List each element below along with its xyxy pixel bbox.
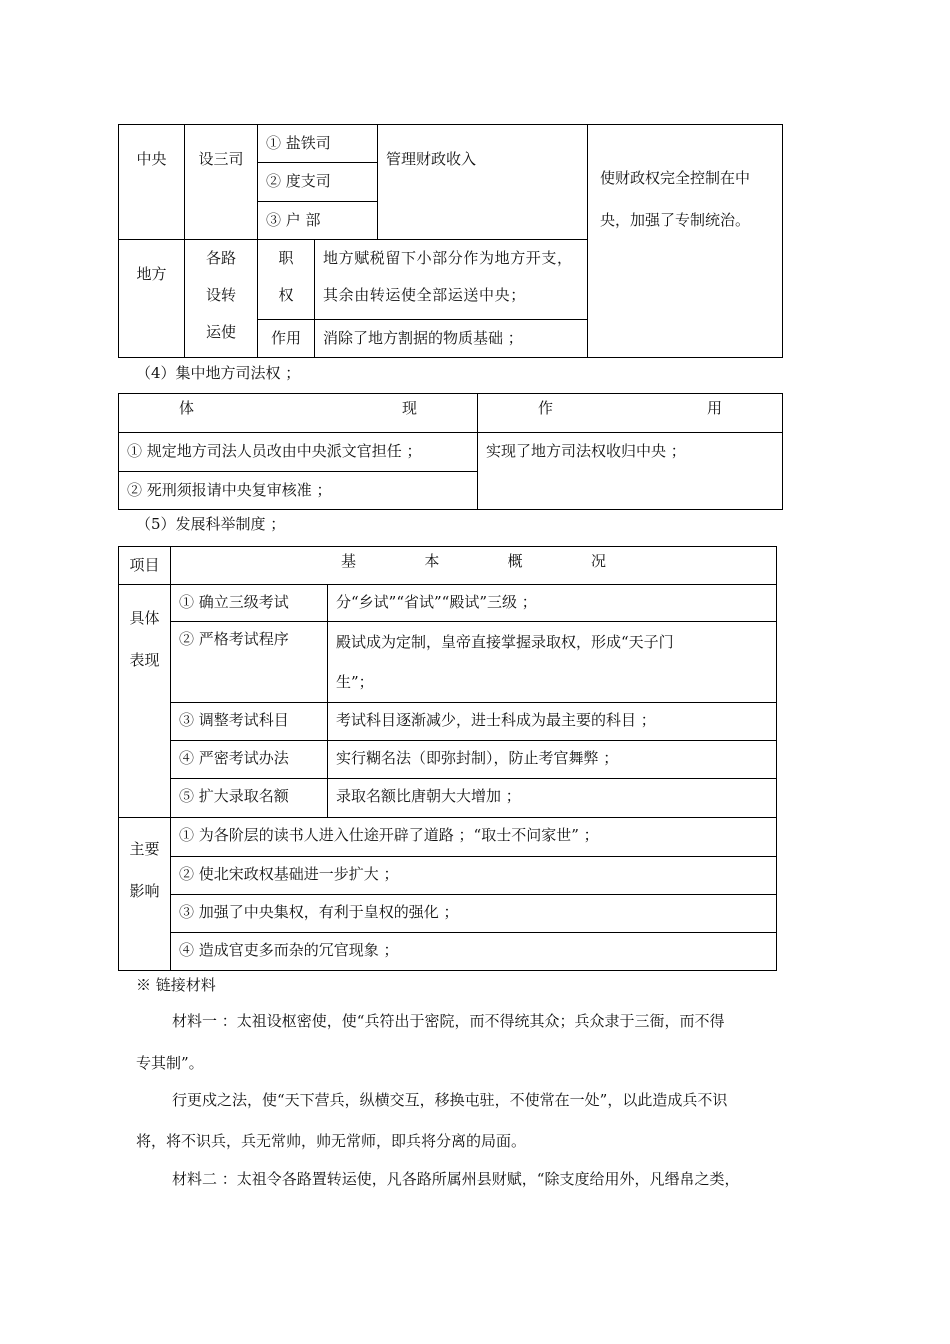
exam-col-basic	[170, 546, 777, 585]
material-2-line-1: 材料二 ：太祖令各路置转运使，凡各路所属州县财赋，“除支度给用外，凡缗帛之类，	[172, 1170, 740, 1188]
judicial-row-2: ② 死刑须报请中央复审核准 ；	[118, 471, 478, 510]
material-1-line-3: 行更戍之法，使“天下营兵，纵横交互，移换屯驻，不使常在一处”，以此造成兵不识	[172, 1091, 728, 1109]
concrete-line-2: 表现	[129, 651, 160, 669]
exam-item-1-name: ① 确立三级考试	[170, 584, 328, 622]
office-hubu: ③ 户 部	[257, 201, 378, 240]
impact-line-2: 影响	[129, 882, 160, 900]
duty-label	[257, 239, 315, 320]
exam-col-item: 项目	[118, 546, 171, 585]
transport-line-3: 运使	[205, 323, 236, 341]
transport-line-1: 各路	[205, 249, 236, 267]
exam-item-2-desc	[327, 621, 777, 703]
impact-3: ③ 加强了中央集权，有利于皇权的强化 ；	[170, 894, 777, 933]
exam-item-4-name: ④ 严密考试办法	[170, 740, 328, 779]
transport-line-2: 设转	[205, 286, 236, 304]
impact-1: ① 为各阶层的读书人进入仕途开辟了道路 ；“取士不问家世” ；	[170, 817, 777, 857]
duty-line-2: 权	[278, 286, 294, 304]
exam-item-5-desc: 录取名额比唐朝大大增加 ；	[327, 778, 777, 818]
concrete-line-1: 具体	[129, 609, 160, 627]
judicial-col-effect-b: 用	[706, 399, 722, 417]
exam-item-1-desc: 分“乡试”“省试”“殿试”三级 ；	[327, 584, 777, 622]
exam-item-3-name: ③ 调整考试科目	[170, 702, 328, 741]
judicial-col-manifest-b: 现	[401, 399, 417, 417]
concrete-label	[118, 584, 171, 818]
exam-item-3-desc: 考试科目逐渐减少，进士科成为最主要的科目 ；	[327, 702, 777, 741]
impact-line-1: 主要	[129, 840, 160, 858]
section4-heading: （4）集中地方司法权 ；	[136, 364, 301, 382]
judicial-col-effect-a: 作	[538, 399, 554, 417]
exam-item-4-desc: 实行糊名法（即弥封制），防止考官舞弊 ；	[327, 740, 777, 779]
exam-col-basic-1: 基	[341, 552, 357, 570]
impact-label	[118, 817, 171, 971]
exam-col-basic-2: 本	[424, 552, 440, 570]
duty-line-1: 职	[278, 249, 294, 267]
exam-item-2-name: ② 严格考试程序	[170, 621, 328, 703]
judicial-col-manifest-a: 体	[179, 399, 195, 417]
exam-col-basic-4: 况	[590, 552, 606, 570]
function-text: 管理财政收入	[377, 124, 588, 240]
impact-4: ④ 造成官吏多而杂的冗官现象 ；	[170, 932, 777, 971]
exam-col-basic-3: 概	[507, 552, 523, 570]
material-1-line-2: 专其制”。	[136, 1054, 204, 1072]
section5-heading: （5）发展科举制度 ；	[136, 515, 286, 533]
result-text: 使财政权完全控制在中央，加强了专制统治。	[587, 124, 783, 358]
exam-item-5-name: ⑤ 扩大录取名额	[170, 778, 328, 818]
central-label: 中央	[118, 124, 185, 240]
three-offices-label: 设三司	[184, 124, 258, 240]
duty-text: 地方赋税留下小部分作为地方开支，其余由转运使全部运送中央；	[314, 239, 588, 320]
effect-label: 作用	[257, 319, 315, 358]
exam-item-2-desc-line-2: 生”；	[336, 673, 374, 691]
transport-label	[184, 239, 258, 358]
judicial-effect: 实现了地方司法权收归中央 ；	[477, 432, 783, 510]
effect-text: 消除了地方割据的物质基础 ；	[314, 319, 588, 358]
office-duzhi: ② 度支司	[257, 162, 378, 202]
judicial-row-1: ① 规定地方司法人员改由中央派文官担任 ；	[118, 432, 478, 472]
materials-heading: ※ 链接材料	[136, 976, 216, 994]
local-label: 地方	[118, 239, 185, 358]
judicial-col-manifest	[118, 393, 478, 433]
material-1-line-4: 将，将不识兵，兵无常帅，帅无常师，即兵将分离的局面。	[136, 1132, 527, 1150]
office-salt-iron: ① 盐铁司	[257, 124, 378, 163]
exam-item-2-desc-line-1: 殿试成为定制，皇帝直接掌握录取权，形成“天子门	[336, 633, 674, 651]
judicial-col-effect	[477, 393, 783, 433]
material-1-line-1: 材料一 ：太祖设枢密使，使“兵符出于密院，而不得统其众；兵众隶于三衙，而不得	[172, 1012, 725, 1030]
impact-2: ② 使北宋政权基础进一步扩大 ；	[170, 856, 777, 895]
